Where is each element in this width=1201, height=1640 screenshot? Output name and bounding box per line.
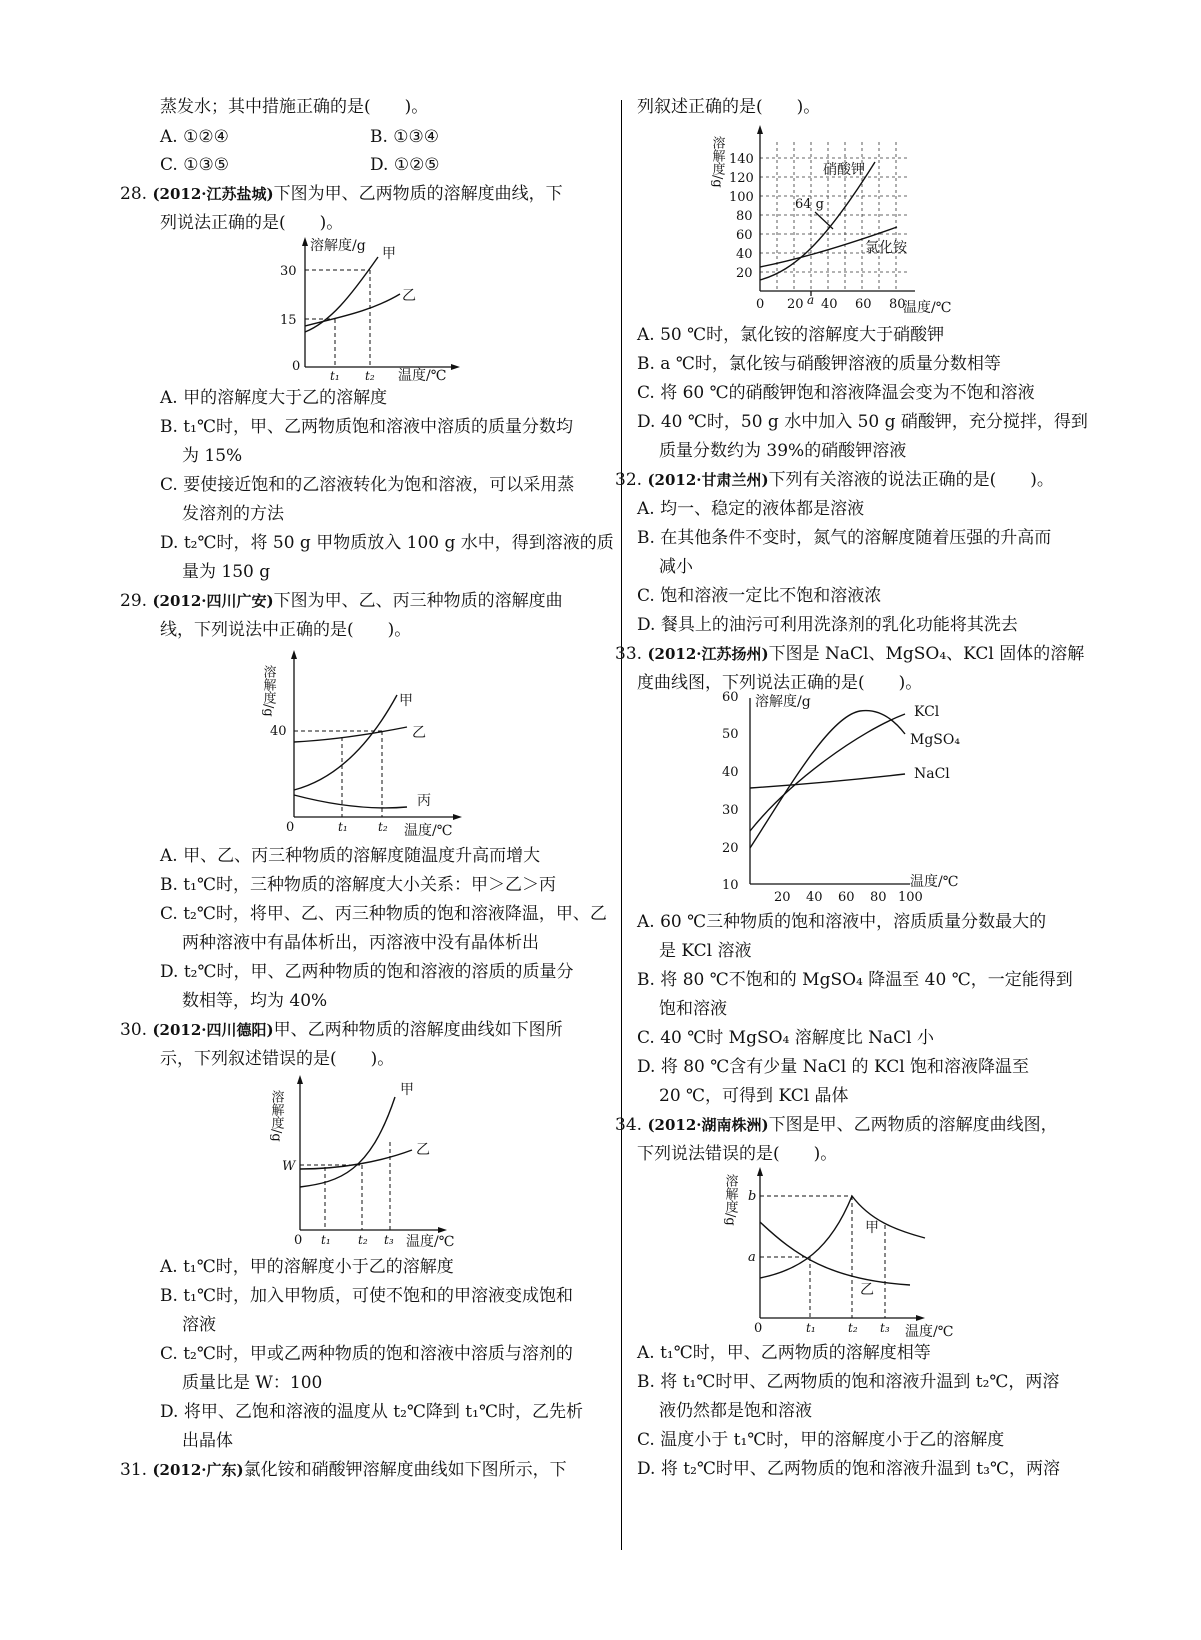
q33-curve-kcl [750,714,905,831]
q28-option-c: C. 要使接近饱和的乙溶液转化为饱和溶液，可以采用蒸 [160,475,575,495]
q31-ytick-60: 60 [736,228,753,243]
q31-xtick-60: 60 [855,297,872,312]
q28-tick-t1: t₁ [330,369,340,383]
q33-ytick-30: 30 [722,803,739,818]
q28-number: 28. [120,184,148,204]
q30-chart [270,1072,480,1252]
q30-xlabel: 温度/℃ [406,1234,455,1250]
q34-chart [720,1160,970,1340]
q29-tick-t2: t₂ [378,820,388,834]
q27-option-b: B. ①③④ [370,127,440,147]
q32-option-d: D. 餐具上的油污可利用洗涤剂的乳化功能将其洗去 [637,615,1018,635]
q33-label-kcl: KCl [914,704,940,720]
q31-stem [120,1459,567,1481]
q28-stem [120,183,563,205]
q34-option-b-cont: 液仍然都是饱和溶液 [659,1401,812,1421]
q32-option-b: B. 在其他条件不变时，氮气的溶解度随着压强的升高而 [637,528,1052,548]
q33-option-b-cont: 饱和溶液 [659,999,727,1019]
q34-y-arrow [757,1167,763,1176]
q28-curve-jia [305,257,378,332]
q27-option-a: A. ①②④ [160,127,229,147]
q30-option-c: C. t₂℃时，甲或乙两种物质的饱和溶液中溶质与溶剂的 [160,1344,573,1364]
q28-xlabel: 温度/℃ [398,368,447,384]
q29-option-d: D. t₂℃时，甲、乙两种物质的饱和溶液的溶质的质量分 [160,962,574,982]
q30-label-yi: 乙 [416,1142,430,1158]
q30-x-arrow [438,1227,447,1233]
q31-chart [709,122,975,317]
q27-tail: 蒸发水；其中措施正确的是( )。 [160,97,429,117]
q30-stem-line2: 示，下列叙述错误的是( )。 [160,1049,395,1069]
q31-stem-line2: 列叙述正确的是( )。 [637,97,821,117]
q29-x-arrow [453,814,462,820]
q31-y-arrow [757,125,763,134]
q33-stem-line2: 度曲线图，下列说法正确的是( )。 [637,673,923,693]
q34-xlabel: 温度/℃ [905,1324,954,1340]
q29-label-bing: 丙 [417,793,431,809]
q30-source: (2012·四川德阳) [152,1021,274,1039]
q29-xlabel: 温度/℃ [404,823,453,839]
q31-option-c: C. 将 60 ℃的硝酸钾饱和溶液降温会变为不饱和溶液 [637,383,1035,403]
q28-tick-15: 15 [280,313,297,328]
q31-ytick-80: 80 [736,209,753,224]
q31-ytick-140: 140 [729,152,754,167]
q30-stem [120,1019,563,1041]
q33-option-b: B. 将 80 ℃不饱和的 MgSO₄ 降温至 40 ℃，一定能得到 [637,970,1073,990]
q31-note-64g: 64 g [795,197,824,212]
q33-label-mgso4: MgSO₄ [910,732,960,748]
q33-option-c: C. 40 ℃时 MgSO₄ 溶解度比 NaCl 小 [637,1028,935,1048]
q31-source: (2012·广东) [152,1461,244,1479]
q28-ylabel: 溶解度/g [310,238,366,254]
q33-option-a-cont: 是 KCl 溶液 [659,941,752,961]
q29-stem-line1: 下图为甲、乙、丙三种物质的溶解度曲 [273,591,563,611]
q33-ytick-50: 50 [722,727,739,742]
q33-xtick-100: 100 [898,890,923,905]
q31-option-a: A. 50 ℃时，氯化铵的溶解度大于硝酸钾 [637,325,945,345]
q29-option-d-cont: 数相等，均为 40% [182,991,328,1011]
q30-stem-line1: 甲、乙两种物质的溶解度曲线如下图所 [273,1020,563,1040]
q31-xtick-80: 80 [889,297,906,312]
q34-number: 34. [615,1115,643,1135]
q31-ytick-20: 20 [736,266,753,281]
q34-stem-line2: 下列说法错误的是( )。 [637,1144,838,1164]
q29-ylabel: 溶解度/g [260,665,276,717]
q34-source: (2012·湖南株洲) [647,1116,769,1134]
q34-tick-b: b [748,1189,757,1204]
q29-label-yi: 乙 [412,725,426,741]
q31-ytick-40: 40 [736,247,753,262]
q33-ylabel: 溶解度/g [755,694,811,710]
q33-ytick-40: 40 [722,765,739,780]
q32-stem [615,469,1054,491]
q30-option-a: A. t₁℃时，甲的溶解度小于乙的溶解度 [160,1257,454,1277]
q34-option-c: C. 温度小于 t₁℃时，甲的溶解度小于乙的溶解度 [637,1430,1005,1450]
q33-xlabel: 温度/℃ [910,874,959,890]
q29-option-a: A. 甲、乙、丙三种物质的溶解度随温度升高而增大 [160,846,541,866]
q32-option-b-cont: 减小 [659,557,693,577]
q29-stem-line2: 线，下列说法中正确的是( )。 [160,620,412,640]
q33-xtick-60: 60 [838,890,855,905]
q31-stem-line1: 氯化铵和硝酸钾溶解度曲线如下图所示，下 [243,1460,567,1480]
q29-zero: 0 [286,820,295,835]
q31-option-d: D. 40 ℃时，50 g 水中加入 50 g 硝酸钾，充分搅拌，得到 [637,412,1088,432]
q28-option-c-cont: 发溶剂的方法 [182,504,284,524]
q30-tick-t3: t₃ [384,1233,394,1247]
q31-tick-a: a [807,293,815,307]
q31-ytick-100: 100 [729,190,754,205]
q33-curve-mgso4 [750,711,905,848]
q31-option-b: B. a ℃时，氯化铵与硝酸钾溶液的质量分数相等 [637,354,1001,374]
q34-zero: 0 [754,1321,763,1336]
q34-label-jia: 甲 [865,1220,879,1236]
q30-tick-t1: t₁ [321,1233,331,1247]
q30-tick-t2: t₂ [358,1233,368,1247]
q27-option-c: C. ①③⑤ [160,155,229,175]
q29-chart [262,645,472,840]
q34-option-d: D. 将 t₂℃时甲、乙两物质的饱和溶液升温到 t₃℃，两溶 [637,1459,1060,1479]
q29-option-b: B. t₁℃时，三种物质的溶解度大小关系：甲＞乙＞丙 [160,875,556,895]
q28-option-a: A. 甲的溶解度大于乙的溶解度 [160,388,388,408]
q33-xtick-80: 80 [870,890,887,905]
q31-xtick-40: 40 [821,297,838,312]
q29-number: 29. [120,591,148,611]
q28-tick-t2: t₂ [365,369,375,383]
q28-stem-line2: 列说法正确的是( )。 [160,213,344,233]
q32-option-c: C. 饱和溶液一定比不饱和溶液浓 [637,586,882,606]
q30-option-b: B. t₁℃时，加入甲物质，可使不饱和的甲溶液变成饱和 [160,1286,573,1306]
q28-option-d: D. t₂℃时，将 50 g 甲物质放入 100 g 水中，得到溶液的质 [160,533,614,553]
q31-option-d-cont: 质量分数约为 39%的硝酸钾溶液 [659,441,907,461]
q29-tick-t1: t₁ [338,820,348,834]
q32-option-a: A. 均一、稳定的液体都是溶液 [637,499,865,519]
q33-ytick-20: 20 [722,841,739,856]
q34-ylabel: 溶解度/g [722,1174,738,1226]
q31-label-nh4cl: 氯化铵 [865,240,907,256]
q30-ylabel: 溶解度/g [268,1090,284,1142]
column-divider [621,100,622,1550]
q32-stem-line1: 下列有关溶液的说法正确的是( )。 [768,470,1054,490]
q29-y-arrow [291,650,297,659]
q33-xtick-40: 40 [806,890,823,905]
q31-number: 31. [120,1460,148,1480]
q28-source: (2012·江苏盐城) [152,185,274,203]
q29-curve-bing [294,795,407,808]
q28-curve-yi [305,294,400,326]
q34-curve-yi [760,1222,910,1285]
q28-option-d-cont: 量为 150 g [182,562,271,582]
q34-x-arrow [916,1315,925,1321]
q28-option-b: B. t₁℃时，甲、乙两物质饱和溶液中溶质的质量分数均 [160,417,573,437]
q28-zero: 0 [292,359,301,374]
q30-label-jia: 甲 [400,1082,414,1098]
q29-label-jia: 甲 [399,693,413,709]
q34-tick-t1: t₁ [806,1321,816,1335]
q34-stem [615,1114,1058,1136]
q31-ylabel: 溶解度/g [709,136,725,188]
q31-note-pointer [815,212,833,229]
q34-label-yi: 乙 [860,1282,874,1298]
q33-stem [615,643,1084,665]
q32-number: 32. [615,470,643,490]
q31-xlabel: 温度/℃ [903,300,952,316]
q33-number: 33. [615,644,643,664]
q31-xtick-0: 0 [756,297,765,312]
q30-zero: 0 [294,1233,303,1248]
q33-option-a: A. 60 ℃三种物质的饱和溶液中，溶质质量分数最大的 [637,912,1047,932]
q33-chart [710,686,990,904]
q28-y-arrow [302,237,308,246]
q28-tick-30: 30 [280,264,297,279]
q34-option-a: A. t₁℃时，甲、乙两物质的溶解度相等 [637,1343,931,1363]
q28-stem-line1: 下图为甲、乙两物质的溶解度曲线，下 [273,184,563,204]
q28-x-arrow [451,364,460,370]
q31-ytick-120: 120 [729,171,754,186]
q34-curve-jia [760,1196,925,1278]
q34-tick-t3: t₃ [880,1321,890,1335]
q28-label-yi: 乙 [402,288,416,304]
q33-curve-nacl [750,774,905,788]
q33-option-d-cont: 20 ℃，可得到 KCl 晶体 [659,1086,849,1106]
q30-curve-jia [300,1097,395,1187]
q29-option-c-cont: 两种溶液中有晶体析出，丙溶液中没有晶体析出 [182,933,539,953]
q30-tick-w: W [282,1159,296,1174]
q33-label-nacl: NaCl [914,766,950,782]
q30-option-d: D. 将甲、乙饱和溶液的温度从 t₂℃降到 t₁℃时，乙先析 [160,1402,583,1422]
q29-stem [120,590,563,612]
q30-option-d-cont: 出晶体 [182,1431,233,1451]
q34-option-b: B. 将 t₁℃时甲、乙两物质的饱和溶液升温到 t₂℃，两溶 [637,1372,1060,1392]
q30-number: 30. [120,1020,148,1040]
q30-option-c-cont: 质量比是 W：100 [182,1373,323,1393]
q32-source: (2012·甘肃兰州) [647,471,769,489]
q29-option-c: C. t₂℃时，将甲、乙、丙三种物质的饱和溶液降温，甲、乙 [160,904,607,924]
q30-y-arrow [297,1075,303,1084]
q33-xtick-20: 20 [774,890,791,905]
q28-option-b-cont: 为 15% [182,446,243,466]
q30-option-b-cont: 溶液 [182,1315,216,1335]
q34-tick-t2: t₂ [848,1321,858,1335]
q33-stem-line1: 下图是 NaCl、MgSO₄、KCl 固体的溶解 [768,644,1085,664]
q28-label-jia: 甲 [382,246,396,262]
q33-ytick-10: 10 [722,878,739,893]
q34-tick-a: a [748,1250,756,1265]
q33-source: (2012·江苏扬州) [647,645,769,663]
q28-chart [270,232,470,382]
q29-source: (2012·四川广安) [152,592,274,610]
q33-ytick-60: 60 [722,690,739,705]
q27-option-d: D. ①②⑤ [370,155,440,175]
q31-label-kno3: 硝酸钾 [823,162,865,178]
q29-tick-40: 40 [270,724,287,739]
q29-curve-yi [294,727,407,742]
q31-xtick-20: 20 [787,297,804,312]
q34-stem-line1: 下图是甲、乙两物质的溶解度曲线图， [768,1115,1058,1135]
q33-option-d: D. 将 80 ℃含有少量 NaCl 的 KCl 饱和溶液降温至 [637,1057,1030,1077]
